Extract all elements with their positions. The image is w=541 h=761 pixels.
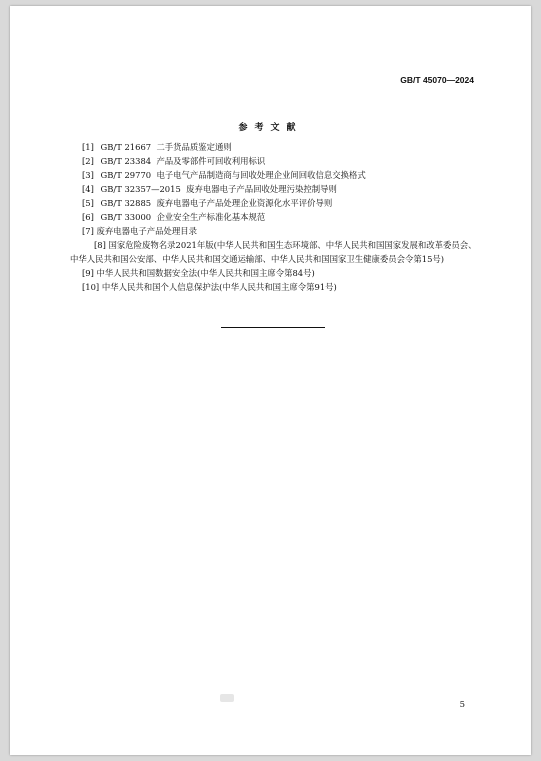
reference-item xyxy=(82,182,478,196)
watermark-mark xyxy=(220,694,234,702)
reference-title: 企业安全生产标准化基本规范 xyxy=(156,212,266,222)
reference-item xyxy=(70,238,478,266)
reference-number: [2] xyxy=(82,156,94,166)
reference-title: 中华人民共和国个人信息保护法(中华人民共和国主席令第91号) xyxy=(101,282,337,292)
reference-code: GB/T 29770 xyxy=(100,170,152,180)
reference-item xyxy=(82,140,478,154)
reference-number: [10] xyxy=(82,282,100,292)
reference-number: [1] xyxy=(82,142,94,152)
reference-list xyxy=(70,140,478,294)
reference-title: 国家危险废物名录2021年版(中华人民共和国生态环境部、中华人民共和国国家发展和改革委员会、中华人民共和国公安部、中华人民共和国交通运输部、中华人民共和国国家卫生健康委员会令第15号) xyxy=(70,240,477,264)
document-page xyxy=(10,6,531,755)
reference-number: [8] xyxy=(94,240,106,250)
reference-code: GB/T 21667 xyxy=(100,142,152,152)
reference-code: GB/T 32885 xyxy=(100,198,152,208)
references-heading: 参考文献 xyxy=(238,123,303,133)
page-number: 5 xyxy=(459,700,465,710)
reference-code: GB/T 23384 xyxy=(100,156,152,166)
reference-number: [3] xyxy=(82,170,94,180)
reference-title: 废弃电器电子产品处理企业资源化水平评价导则 xyxy=(156,198,333,208)
reference-title: 中华人民共和国数据安全法(中华人民共和国主席令第84号) xyxy=(96,268,315,278)
reference-number: [5] xyxy=(82,198,94,208)
end-rule xyxy=(221,327,325,328)
reference-title: 二手货品质鉴定通则 xyxy=(156,142,232,152)
reference-item xyxy=(82,280,478,294)
reference-item xyxy=(82,266,478,280)
reference-code: GB/T 33000 xyxy=(100,212,152,222)
reference-number: [9] xyxy=(82,268,94,278)
reference-number: [6] xyxy=(82,212,94,222)
reference-title: 废弃电器电子产品处理目录 xyxy=(96,226,198,236)
reference-item xyxy=(82,224,478,238)
reference-item xyxy=(82,154,478,168)
reference-item xyxy=(82,196,478,210)
reference-number: [4] xyxy=(82,184,94,194)
reference-item xyxy=(82,168,478,182)
reference-number: [7] xyxy=(82,226,94,236)
reference-title: 产品及零部件可回收利用标识 xyxy=(156,156,266,166)
reference-title: 废弃电器电子产品回收处理污染控制导则 xyxy=(186,184,337,194)
reference-title: 电子电气产品制造商与回收处理企业间回收信息交换格式 xyxy=(156,170,366,180)
reference-code: GB/T 32357—2015 xyxy=(100,184,181,194)
reference-item xyxy=(82,210,478,224)
standard-code: GB/T 45070—2024 xyxy=(400,75,474,85)
